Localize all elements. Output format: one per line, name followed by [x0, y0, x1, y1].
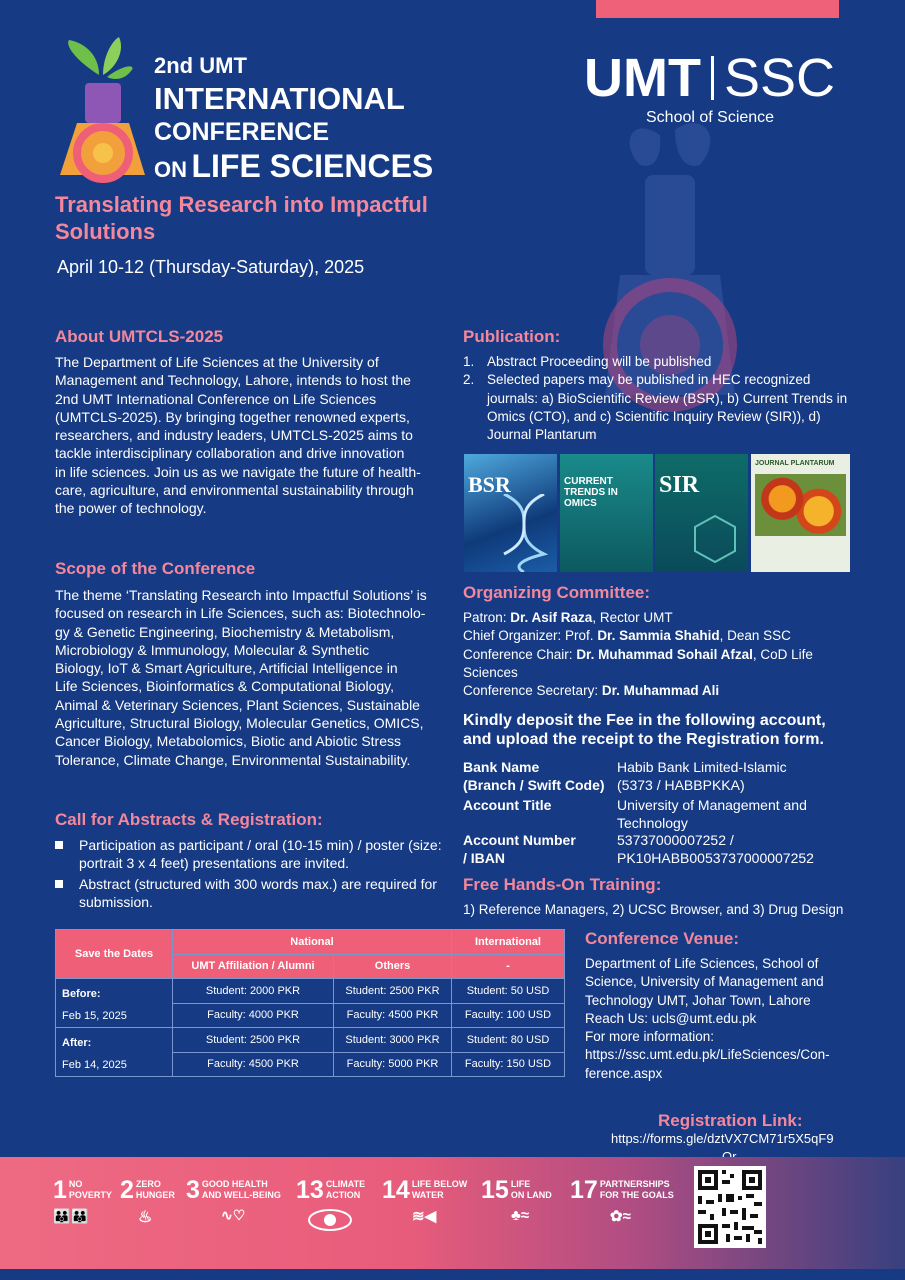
heartbeat-icon: ∿♡ — [221, 1207, 246, 1223]
scope-line: gy & Genetic Engineering, Biochemistry & Metabolism, — [55, 623, 395, 640]
tree-icon: ♣≈ — [511, 1207, 530, 1224]
venue-line: For more information: — [585, 1029, 715, 1045]
national-header: National — [173, 930, 452, 955]
scope-heading: Scope of the Conference — [55, 559, 256, 578]
title-life-sciences-row — [154, 148, 433, 185]
venue-line: Technology UMT, Johar Town, Lahore — [585, 992, 811, 1008]
fish-icon: ≋◀ — [412, 1208, 437, 1225]
registration-heading: Registration Link: — [658, 1111, 803, 1130]
committee-list — [463, 609, 863, 700]
training-text: 1) Reference Managers, 2) UCSC Browser, and 3) Drug Design — [463, 902, 844, 917]
table-row — [56, 1028, 565, 1053]
venue-text — [585, 955, 885, 1083]
dna-helix-icon — [494, 494, 554, 572]
venue-url-cont[interactable]: ference.aspx — [585, 1065, 663, 1081]
sdg-2: 2 ZERO HUNGER ♨ — [120, 1176, 175, 1226]
top-accent-bar — [596, 0, 839, 18]
scope-line: The theme ‘Translating Research into Impactful Solutions’ is — [55, 587, 427, 603]
about-heading: About UMTCLS-2025 — [55, 327, 224, 346]
call-heading: Call for Abstracts & Registration: — [55, 810, 323, 829]
fee-cell: Faculty: 150 USD — [452, 1052, 565, 1077]
venue-url[interactable]: https://ssc.umt.edu.pk/LifeSciences/Con- — [585, 1047, 830, 1063]
scope-line: Animal & Veterinary Sciences, Plant Sciences, Sustainable — [55, 696, 420, 713]
call-item: Participation as participant / oral (10-15 min) / poster (size: portrait 3 x 4 feet) presentations are invited. — [55, 836, 450, 873]
about-line: tackle interdisciplinary collaboration and drive innovation — [55, 445, 405, 462]
school-of-science-label: School of Science — [646, 109, 775, 126]
about-line: care, agriculture, and environmental sustainability through — [55, 482, 414, 499]
scope-line: focused on research in Life Sciences, such as: Biotechnolo- — [55, 605, 426, 622]
sdg-3: 3 GOOD HEALTH AND WELL-BEING ∿♡ — [186, 1176, 281, 1223]
about-line: Management and Technology, Lahore, intends to host the — [55, 372, 411, 389]
scope-text — [55, 586, 450, 769]
sdg-1: 1 NO POVERTY 👪👪 — [53, 1176, 112, 1224]
fee-table — [55, 929, 565, 1077]
account-number-label: Account Number / IBAN — [463, 832, 576, 866]
flower-photo — [755, 474, 846, 536]
international-header: International — [452, 930, 565, 955]
tagline-line-2: Solutions — [55, 219, 156, 244]
about-line: (UMTCLS-2025). By bringing together renowned experts, — [55, 408, 410, 425]
committee-patron: Patron: Dr. Asif Raza, Rector UMT — [463, 610, 673, 625]
title-international: INTERNATIONAL — [154, 81, 405, 116]
hexagon-pattern-icon — [690, 514, 740, 564]
deposit-heading: Kindly deposit the Fee in the following account, and upload the receipt to the Registration form. — [463, 712, 826, 748]
qr-code-icon[interactable] — [694, 1166, 766, 1248]
registration-link[interactable]: https://forms.gle/dztVX7CM71r5X5qF9 — [611, 1131, 834, 1146]
eye-globe-icon — [308, 1209, 352, 1231]
fee-cell: Student: 80 USD — [452, 1028, 565, 1053]
scope-line: Biology, IoT & Smart Agriculture, Artificial Intelligence in — [55, 660, 398, 677]
venue-line: Science, University of Management and — [585, 974, 824, 990]
about-line: in life sciences. Join us as we navigate the future of health- — [55, 463, 421, 480]
partnership-icon: ✿≈ — [610, 1208, 631, 1225]
after-date-cell: After: Feb 14, 2025 — [56, 1028, 173, 1077]
umt-logo-text: UMT — [584, 48, 701, 108]
sdg-15: 15 LIFE ON LAND ♣≈ — [481, 1176, 552, 1224]
fee-cell: Student: 2500 PKR — [173, 1028, 334, 1053]
logo-divider — [711, 56, 714, 100]
venue-heading: Conference Venue: — [585, 929, 739, 948]
fee-cell: Student: 2000 PKR — [173, 979, 334, 1004]
about-line: researchers, and industry leaders, UMTCLS-2025 aims to — [55, 427, 413, 444]
scope-line: Microbiology & Immunology, Molecular & Synthetic — [55, 641, 370, 658]
title-conference: CONFERENCE — [154, 118, 330, 146]
publication-item: 1. Abstract Proceeding will be published — [463, 354, 712, 369]
international-sub-header: - — [452, 954, 565, 979]
committee-chair-cont: Sciences — [463, 664, 518, 680]
about-line: 2nd UMT International Conference on Life Sciences — [55, 390, 377, 407]
venue-email[interactable]: Reach Us: ucls@umt.edu.pk — [585, 1010, 757, 1026]
sdg-14: 14 LIFE BELOW WATER ≋◀ — [382, 1176, 468, 1225]
before-date-cell: Before: Feb 15, 2025 — [56, 979, 173, 1028]
sdg-13: 13 CLIMATE ACTION — [296, 1176, 365, 1231]
fee-cell: Faculty: 4000 PKR — [173, 1003, 334, 1028]
sdg-17: 17 PARTNERSHIPS FOR THE GOALS ✿≈ — [570, 1176, 674, 1225]
fee-cell: Faculty: 4500 PKR — [334, 1003, 452, 1028]
bowl-icon: ♨ — [138, 1209, 153, 1226]
committee-secretary: Conference Secretary: Dr. Muhammad Ali — [463, 683, 720, 699]
bank-name-value: Habib Bank Limited-Islamic (5373 / HABBPKKA) — [617, 759, 787, 793]
scope-line: Tolerance, Climate Change, Environmental Sustainability. — [55, 751, 411, 768]
umt-ssc-logo — [584, 48, 835, 108]
journal-cover-plantarum[interactable]: JOURNAL PLANTARUM — [751, 454, 850, 572]
journal-cover-cto[interactable]: CURRENT TRENDS IN OMICS — [560, 454, 653, 572]
fee-cell: Faculty: 5000 PKR — [334, 1052, 452, 1077]
call-item: Abstract (structured with 300 words max.) are required for submission. — [55, 875, 450, 912]
committee-chair: Conference Chair: Dr. Muhammad Sohail Afzal, CoD Life — [463, 646, 813, 662]
publication-item: 2. Selected papers may be published in HEC recognized journals: a) BioScientific Review (BSR), b) Current Trends in Omics (CTO), and c) Scientific Inquiry Review (SIR)), d) Journal Plantarum — [463, 372, 848, 443]
journal-cover-bsr[interactable]: BSR — [464, 454, 557, 572]
tagline — [55, 191, 428, 245]
edition-label: 2nd UMT — [154, 53, 247, 78]
scope-line: Cancer Biology, Metabolomics, Biotic and Abiotic Stress — [55, 733, 402, 750]
table-row — [56, 979, 565, 1004]
publication-heading: Publication: — [463, 327, 561, 346]
fee-cell: Student: 50 USD — [452, 979, 565, 1004]
journal-cover-sir[interactable]: SIR — [655, 454, 748, 572]
ssc-logo-text: SSC — [723, 48, 836, 108]
title-on: ON — [154, 157, 187, 182]
committee-chief: Chief Organizer: Prof. Dr. Sammia Shahid, Dean SSC — [463, 628, 791, 644]
save-dates-header: Save the Dates — [56, 930, 173, 979]
call-list — [55, 836, 450, 913]
account-number-value: 53737000007252 / PK10HABB0053737000007252 — [617, 832, 814, 866]
fee-cell: Faculty: 4500 PKR — [173, 1052, 334, 1077]
training-heading: Free Hands-On Training: — [463, 875, 662, 894]
bank-name-label: Bank Name (Branch / Swift Code) — [463, 759, 605, 793]
account-title-value: University of Management and Technology — [617, 797, 807, 831]
conference-dates: April 10-12 (Thursday-Saturday), 2025 — [57, 257, 365, 277]
account-title-label: Account Title — [463, 797, 552, 813]
fee-cell: Student: 2500 PKR — [334, 979, 452, 1004]
committee-heading: Organizing Committee: — [463, 583, 651, 602]
umt-affiliation-header: UMT Affiliation / Alumni — [173, 954, 334, 979]
tagline-line-1: Translating Research into Impactful — [55, 192, 428, 217]
fee-cell: Faculty: 100 USD — [452, 1003, 565, 1028]
venue-line: Department of Life Sciences, School of — [585, 956, 819, 971]
about-text — [55, 353, 445, 518]
fee-cell: Student: 3000 PKR — [334, 1028, 452, 1053]
conference-flask-logo-icon — [55, 35, 150, 185]
people-icon: 👪👪 — [53, 1208, 90, 1224]
publication-list — [463, 353, 858, 444]
about-line: the power of technology. — [55, 500, 207, 517]
others-header: Others — [334, 954, 452, 979]
about-line: The Department of Life Sciences at the University of — [55, 354, 379, 370]
scope-line: Agriculture, Structural Biology, Molecular Genetics, OMICS, — [55, 715, 424, 732]
scope-line: Life Sciences, Bioinformatics & Computational Biology, — [55, 678, 395, 695]
title-life-sciences: LIFE SCIENCES — [191, 148, 434, 184]
